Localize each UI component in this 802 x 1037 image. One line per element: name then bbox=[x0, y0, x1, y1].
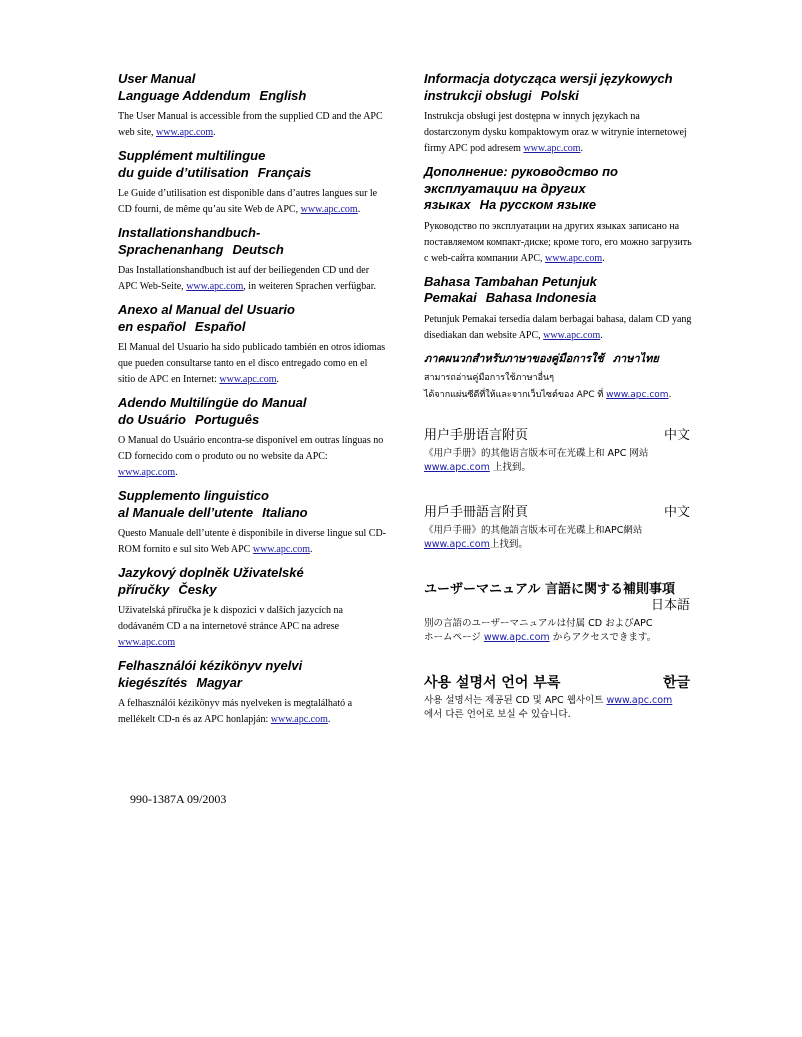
apc-link[interactable]: www.apc.com bbox=[186, 281, 244, 292]
apc-link[interactable]: www.apc.com bbox=[252, 544, 310, 555]
apc-link[interactable]: www.apc.com bbox=[219, 374, 277, 385]
section-heading bbox=[118, 71, 386, 104]
section-heading bbox=[424, 71, 692, 104]
language-label: Polski bbox=[540, 87, 579, 103]
section-japanese bbox=[424, 582, 692, 645]
section-polski bbox=[424, 71, 692, 157]
section-text: O Manual do Usuário encontra-se disponível em outras línguas no CD fornecido com o produto ou no website da APC: www.apc.com. bbox=[118, 435, 384, 478]
language-label: 日本語 bbox=[650, 597, 690, 613]
heading-line: эксплуатации на других bbox=[424, 180, 586, 196]
apc-link[interactable]: www.apc.com bbox=[424, 461, 490, 473]
heading-line: do Usuário bbox=[118, 411, 186, 427]
heading-line: Дополнение: руководство по bbox=[424, 164, 618, 179]
section-text: 別の言語のユーザーマニュアルは付属 CD およびAPC ホームページ www.apc.com からアクセスできます。 bbox=[424, 617, 657, 643]
section-text: Das Installationshandbuch ist auf der beiliegenden CD und der APC Web-Seite, www.apc.com, in weiteren Sprachen verfügbar. bbox=[118, 265, 377, 292]
section-text: Le Guide d’utilisation est disponible dans d’autres langues sur le CD fourni, de même qu’au site Web de APC, www.apc.com. bbox=[118, 188, 378, 215]
heading-line: языках bbox=[424, 197, 471, 212]
heading-line: kiegészítés bbox=[118, 674, 188, 690]
section-indonesia bbox=[424, 274, 692, 344]
section-heading bbox=[118, 225, 386, 258]
heading-line: Anexo al Manual del Usuario bbox=[118, 302, 295, 317]
section-heading bbox=[118, 488, 386, 521]
section-text: El Manual del Usuario ha sido publicado también en otros idiomas que pueden consultarse tanto en el disco entregado como en el sitio de APC en Internet: www.apc.com. bbox=[118, 342, 386, 385]
section-text: สามารถอ่านคู่มือการใช้ภาษาอื่นๆ ได้จากแผ่นซีดีที่ให้และจากเว็บไซต์ของ APC ที่ www.apc.com. bbox=[424, 372, 672, 400]
section-heading bbox=[424, 164, 692, 214]
section-text: A felhasználói kézikönyv más nyelveken is megtalálható a mellékelt CD-n és az APC honlapján: www.apc.com. bbox=[118, 698, 353, 725]
section-heading bbox=[424, 675, 692, 691]
section-text: Petunjuk Pemakai tersedia dalam berbagai bahasa, dalam CD yang disediakan dan website APC, www.apc.com. bbox=[424, 313, 692, 341]
section-heading bbox=[424, 505, 692, 521]
heading-line: al Manuale dell’utente bbox=[118, 504, 254, 520]
section-heading bbox=[424, 274, 692, 307]
language-label: Magyar bbox=[196, 674, 242, 690]
apc-link[interactable]: www.apc.com bbox=[118, 637, 176, 648]
heading-line: ユーザーマニュアル 言語に関する補則事項 bbox=[424, 581, 676, 597]
section-heading bbox=[424, 582, 692, 598]
apc-link[interactable]: www.apc.com bbox=[118, 467, 176, 478]
apc-link[interactable]: www.apc.com bbox=[543, 329, 601, 341]
section-text: Руководство по эксплуатации на других языках записано на поставляемом компакт-диске; кроме того, его можно загрузить с web-сайта компании APC, www.apc.com. bbox=[424, 220, 692, 264]
section-heading bbox=[118, 565, 386, 598]
section-text: 사용 설명서는 제공된 CD 및 APC 웹사이트 www.apc.com 에서 다른 언어로 보실 수 있습니다. bbox=[424, 694, 673, 720]
section-portugues bbox=[118, 395, 386, 481]
heading-line: instrukcji obsługi bbox=[424, 87, 532, 103]
heading-line: User Manual bbox=[118, 71, 196, 86]
apc-link[interactable]: www.apc.com bbox=[523, 143, 581, 154]
section-magyar bbox=[118, 658, 386, 728]
apc-link[interactable]: www.apc.com bbox=[606, 389, 669, 400]
section-text: 《用户手册》的其他语言版本可在光碟上和 APC 网站 www.apc.com 上找到。 bbox=[424, 447, 649, 473]
left-column bbox=[118, 71, 386, 735]
language-label: Italiano bbox=[262, 504, 308, 520]
section-text: Questo Manuale dell’utente è disponibile in diverse lingue sul CD-ROM fornito e sul sito Web APC www.apc.com. bbox=[118, 528, 386, 555]
heading-line: 用戶手冊語言附頁 bbox=[424, 504, 529, 520]
heading-line: ภาคผนวกสำหรับภาษาของคู่มือการใช้ bbox=[424, 351, 604, 365]
language-label-row bbox=[424, 598, 692, 614]
section-russian bbox=[424, 164, 692, 267]
apc-link[interactable]: www.apc.com bbox=[545, 252, 603, 264]
heading-line: Informacja dotycząca wersji językowych bbox=[424, 71, 673, 86]
section-text: Instrukcja obsługi jest dostępna w innych językach na dostarczonym dysku kompaktowym oraz w witrynie internetowej firmy APC pod adresem www.apc.com. bbox=[424, 111, 687, 154]
language-label: Česky bbox=[178, 581, 217, 597]
section-italiano bbox=[118, 488, 386, 558]
heading-line: příručky bbox=[118, 581, 170, 597]
language-label: Français bbox=[257, 164, 312, 180]
section-cesky bbox=[118, 565, 386, 651]
language-label: Deutsch bbox=[232, 241, 284, 257]
section-text: Uživatelská příručka je k dispozici v dalších jazycích na dodávaném CD a na internetové stránce APC na adrese www.apc.com bbox=[118, 605, 343, 648]
apc-link[interactable]: www.apc.com bbox=[270, 714, 328, 725]
language-label: 中文 bbox=[663, 504, 690, 520]
language-label: Português bbox=[194, 411, 260, 427]
heading-line: du guide d’utilisation bbox=[118, 164, 249, 180]
heading-line: Supplemento linguistico bbox=[118, 488, 269, 503]
document-number: 990-1387A 09/2003 bbox=[130, 792, 227, 806]
apc-link[interactable]: www.apc.com bbox=[606, 694, 673, 706]
language-label: Bahasa Indonesia bbox=[485, 290, 597, 305]
language-label: ภาษาไทย bbox=[612, 351, 659, 365]
heading-line: Adendo Multilíngüe do Manual bbox=[118, 395, 307, 410]
section-espanol bbox=[118, 302, 386, 388]
section-heading bbox=[424, 428, 692, 444]
section-heading bbox=[118, 148, 386, 181]
language-label: English bbox=[259, 87, 307, 103]
section-chinese-simplified bbox=[424, 428, 692, 475]
section-thai bbox=[424, 351, 692, 404]
section-heading bbox=[118, 302, 386, 335]
apc-link[interactable]: www.apc.com bbox=[300, 204, 358, 215]
heading-line: Language Addendum bbox=[118, 87, 251, 103]
language-label: Español bbox=[194, 318, 246, 334]
heading-line: 用户手册语言附页 bbox=[424, 427, 529, 443]
right-column bbox=[424, 71, 692, 729]
heading-line: en español bbox=[118, 318, 186, 334]
heading-line: Bahasa Tambahan Petunjuk bbox=[424, 273, 597, 289]
language-label: 한글 bbox=[662, 674, 690, 691]
heading-line: Pemakai bbox=[424, 290, 477, 305]
section-heading bbox=[118, 658, 386, 691]
section-chinese-traditional bbox=[424, 505, 692, 552]
apc-link[interactable]: www.apc.com bbox=[483, 631, 550, 643]
section-text: The User Manual is accessible from the supplied CD and the APC web site, www.apc.com. bbox=[118, 111, 383, 138]
heading-line: Felhasználói kézikönyv nyelvi bbox=[118, 658, 303, 673]
heading-line: Jazykový doplněk Uživatelské bbox=[118, 565, 304, 580]
section-heading bbox=[424, 351, 692, 367]
language-label: На русском языке bbox=[479, 197, 597, 212]
section-text: 《用戶手冊》的其他語言版本可在光碟上和APC網站 www.apc.com上找到。 bbox=[424, 524, 643, 550]
heading-line: Installationshandbuch- bbox=[118, 225, 261, 240]
section-deutsch bbox=[118, 225, 386, 295]
language-label: 中文 bbox=[663, 427, 690, 443]
section-english bbox=[118, 71, 386, 141]
heading-line: Sprachenanhang bbox=[118, 241, 224, 257]
apc-link[interactable]: www.apc.com bbox=[156, 127, 214, 138]
heading-line: 사용 설명서 언어 부록 bbox=[424, 674, 561, 691]
section-korean bbox=[424, 675, 692, 722]
section-francais bbox=[118, 148, 386, 218]
apc-link[interactable]: www.apc.com bbox=[424, 538, 490, 550]
heading-line: Supplément multilingue bbox=[118, 148, 266, 163]
section-heading bbox=[118, 395, 386, 428]
